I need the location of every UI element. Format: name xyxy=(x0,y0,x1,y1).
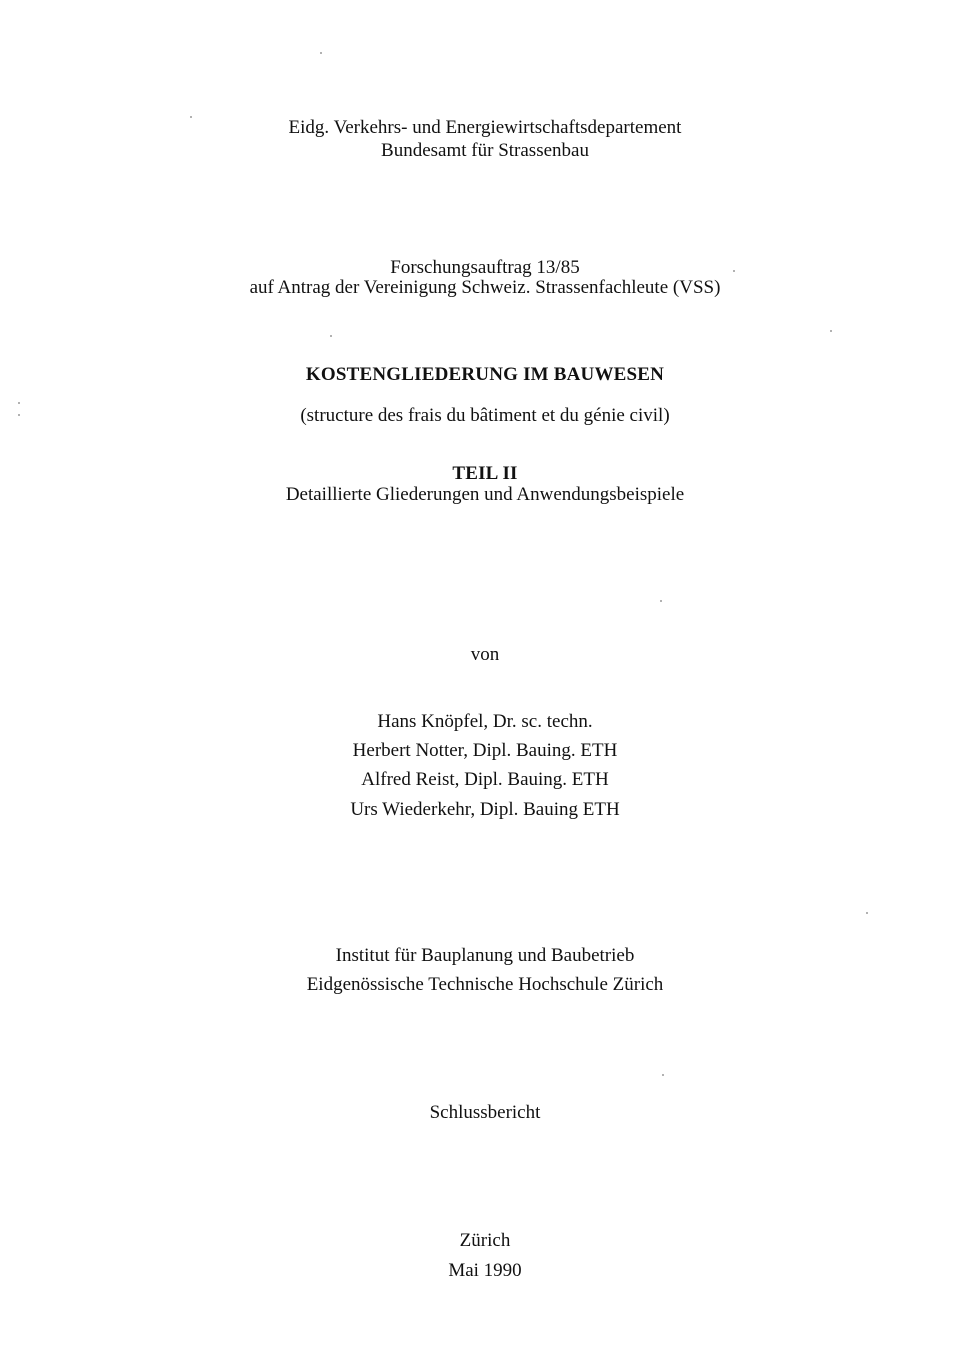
author-3: Alfred Reist, Dipl. Bauing. ETH xyxy=(361,769,609,790)
part-description: Detaillierte Gliederungen und Anwendungsbeispiele xyxy=(285,484,685,505)
commission-request: auf Antrag der Vereinigung Schweiz. Strassenfachleute (VSS) xyxy=(249,277,721,298)
scan-speck xyxy=(733,270,735,272)
document-title: KOSTENGLIEDERUNG IM BAUWESEN xyxy=(305,364,665,385)
department-name: Eidg. Verkehrs- und Energiewirtschaftsdepartement xyxy=(288,117,682,138)
scan-speck xyxy=(662,1074,664,1076)
scan-speck xyxy=(330,335,332,337)
publication-date: Mai 1990 xyxy=(448,1260,522,1281)
scan-speck xyxy=(18,402,20,404)
french-subtitle: (structure des frais du bâtiment et du génie civil) xyxy=(300,405,670,426)
research-order: Forschungsauftrag 13/85 xyxy=(390,257,580,278)
institute-name: Institut für Bauplanung und Baubetrieb xyxy=(335,945,635,966)
place: Zürich xyxy=(459,1230,511,1251)
school-name: Eidgenössische Technische Hochschule Zürich xyxy=(306,974,664,995)
scan-speck xyxy=(320,52,322,54)
scan-speck xyxy=(18,414,20,416)
author-4: Urs Wiederkehr, Dipl. Bauing ETH xyxy=(350,799,620,820)
author-2: Herbert Notter, Dipl. Bauing. ETH xyxy=(352,740,618,761)
federal-office: Bundesamt für Strassenbau xyxy=(381,140,589,161)
scan-speck xyxy=(660,600,662,602)
report-type: Schlussbericht xyxy=(429,1102,541,1123)
scan-speck xyxy=(866,912,868,914)
part-number: TEIL II xyxy=(452,463,518,484)
scan-speck xyxy=(190,116,192,118)
scan-speck xyxy=(830,330,832,332)
author-1: Hans Knöpfel, Dr. sc. techn. xyxy=(377,711,593,732)
by-label: von xyxy=(470,644,500,665)
